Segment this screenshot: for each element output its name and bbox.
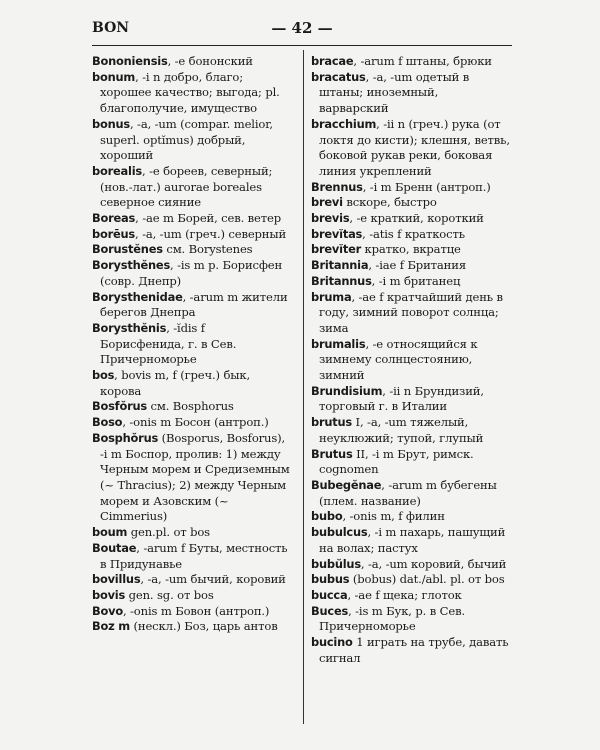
dictionary-entry bbox=[311, 384, 511, 415]
entry-headword: brevis bbox=[311, 211, 350, 226]
dictionary-entry bbox=[311, 478, 511, 509]
entry-definition: (Bosporus, Bosforus), -i m Боспор, пролив: 1) между Черным морем и Средиземным (~ Thracius); 2) между Черным морем и Азовским (~ Cimmerius) bbox=[100, 430, 290, 524]
entry-headword: bruma bbox=[311, 289, 352, 304]
entry-definition: , -atis f краткость bbox=[362, 226, 465, 241]
dictionary-entry bbox=[92, 70, 290, 117]
entry-definition: , -e относящийся к зимнему солнцестоянию, зимний bbox=[319, 336, 478, 383]
dictionary-entry bbox=[92, 619, 290, 635]
entry-definition: , -is m Бук, р. в Сев. Причерноморье bbox=[319, 603, 465, 634]
dictionary-entry bbox=[92, 588, 290, 604]
entry-headword: bracae bbox=[311, 54, 354, 68]
entry-definition: gen.pl. от bos bbox=[127, 525, 210, 540]
dictionary-entry bbox=[311, 258, 511, 274]
entry-definition: см. Borystenes bbox=[162, 242, 253, 257]
entry-headword: Britannus bbox=[311, 273, 372, 288]
dictionary-entry bbox=[92, 164, 290, 211]
dictionary-entry bbox=[92, 368, 290, 399]
dictionary-entry bbox=[92, 604, 290, 620]
entry-headword: bubulcus bbox=[311, 525, 368, 540]
entry-definition: , -i m британец bbox=[371, 273, 461, 288]
entry-headword: Bononiensis bbox=[92, 54, 168, 68]
entry-headword: Borysthĕnes bbox=[92, 258, 171, 273]
entry-headword: boum bbox=[92, 525, 128, 540]
dictionary-entry bbox=[311, 290, 511, 337]
dictionary-entry bbox=[311, 211, 511, 227]
dictionary-entry bbox=[92, 227, 290, 243]
entry-headword: bubŭlus bbox=[311, 556, 361, 571]
running-headword: BON bbox=[92, 20, 130, 36]
entry-headword: brumalis bbox=[311, 336, 366, 351]
entry-headword: Brennus bbox=[311, 179, 363, 194]
entry-definition: , -ĭdis f Борисфенида, г. в Сев. Причерноморье bbox=[100, 320, 237, 367]
entry-headword: Bosfŏrus bbox=[92, 399, 147, 414]
entry-definition: , -a, -um одетый в штаны; иноземный, варварский bbox=[319, 69, 470, 116]
entry-definition: , -a, -um (греч.) северный bbox=[135, 226, 287, 241]
entry-headword: Borustĕnes bbox=[92, 242, 163, 257]
entry-definition: , -arum m бубегены (плем. название) bbox=[319, 477, 497, 508]
entry-definition: , -a, -um бычий, коровий bbox=[140, 572, 286, 587]
entry-headword: bubus bbox=[311, 572, 350, 587]
dictionary-entry bbox=[311, 604, 511, 635]
entry-definition: , -i m Бренн (антроп.) bbox=[362, 179, 491, 194]
entry-headword: borealis bbox=[92, 163, 142, 178]
entry-definition: вскоре, быстро bbox=[342, 195, 437, 210]
dictionary-entry bbox=[311, 415, 511, 446]
entry-definition: I, -a, -um тяжелый, неуклюжий; тупой, глупый bbox=[319, 415, 484, 445]
entry-headword: bracchium bbox=[311, 116, 377, 131]
entry-definition: , -ii n Брундизий, торговый г. в Италии bbox=[319, 383, 484, 414]
entry-headword: Bovo bbox=[92, 603, 123, 618]
entry-headword: brevĭtas bbox=[311, 226, 363, 241]
dictionary-entry bbox=[92, 117, 290, 164]
entry-headword: Buces bbox=[311, 603, 349, 618]
entry-definition: , -onis m, f филин bbox=[342, 509, 445, 524]
entry-definition: , -i n добро, благо; хорошее качество; выгода; pl. благополучие, имущество bbox=[100, 69, 280, 116]
entry-headword: bovillus bbox=[92, 572, 141, 587]
dictionary-entry bbox=[311, 242, 511, 258]
entry-headword: Brutus bbox=[311, 446, 353, 461]
dictionary-entry bbox=[92, 525, 290, 541]
entry-definition: II, -i m Брут, римск. cognomen bbox=[319, 446, 474, 477]
dictionary-entry bbox=[311, 572, 511, 588]
entry-definition: , -arum m жители берегов Днепра bbox=[100, 289, 288, 320]
dictionary-entry bbox=[311, 195, 511, 211]
entry-definition: , bovis m, f (греч.) бык, корова bbox=[100, 368, 251, 398]
dictionary-entry bbox=[311, 117, 511, 180]
entry-headword: borēus bbox=[92, 226, 136, 241]
page-number: — 42 — bbox=[271, 19, 333, 37]
entry-definition: , -ii n (греч.) рука (от локтя до кисти); клешня, ветвь, боковой рукав реки, боковая линия укреплений bbox=[319, 116, 510, 178]
entry-definition: , -i m пахарь, пашущий на волах; пастух bbox=[319, 525, 506, 555]
entry-definition: , -is m р. Борисфен (совр. Днепр) bbox=[100, 258, 283, 288]
entry-headword: Borysthenidae bbox=[92, 289, 183, 304]
entry-headword: bovis bbox=[92, 587, 126, 602]
dictionary-entry bbox=[311, 447, 511, 478]
entry-definition: , -arum f штаны, брюки bbox=[353, 54, 492, 68]
entry-headword: brutus bbox=[311, 415, 353, 430]
entry-headword: Bosphŏrus bbox=[92, 430, 159, 445]
entry-headword: Brundisium bbox=[311, 383, 383, 398]
right-column bbox=[311, 54, 511, 666]
entry-definition: , -e краткий, короткий bbox=[349, 211, 484, 226]
dictionary-entry bbox=[311, 557, 511, 573]
dictionary-entry bbox=[92, 211, 290, 227]
entry-definition: , -a, -um (compar. melior, superl. optĭmus) добрый, хороший bbox=[100, 116, 273, 163]
dictionary-entry bbox=[92, 541, 290, 572]
entry-definition: , -a, -um коровий, бычий bbox=[360, 556, 507, 571]
entry-headword: bracatus bbox=[311, 69, 366, 84]
dictionary-entry bbox=[92, 321, 290, 368]
dictionary-entry bbox=[92, 290, 290, 321]
entry-headword: bubo bbox=[311, 509, 343, 524]
entry-headword: bos bbox=[92, 368, 115, 383]
dictionary-entry bbox=[311, 509, 511, 525]
dictionary-entry bbox=[311, 54, 511, 70]
entry-definition: , -onis m Босон (антроп.) bbox=[122, 415, 269, 430]
entry-definition: , -ae f кратчайший день в году, зимний поворот солнца; зима bbox=[319, 289, 503, 335]
entry-definition: (нескл.) Боз, царь антов bbox=[129, 619, 278, 634]
entry-headword: brevi bbox=[311, 195, 343, 210]
entry-headword: Boutae bbox=[92, 540, 137, 555]
entry-definition: gen. sg. от bos bbox=[125, 587, 214, 602]
dictionary-entry bbox=[92, 415, 290, 431]
dictionary-entry bbox=[92, 431, 290, 525]
entry-headword: bonum bbox=[92, 69, 136, 84]
entry-definition: , -ae m Борей, сев. ветер bbox=[135, 211, 282, 226]
entry-definition: (bobus) dat./abl. pl. от bos bbox=[349, 572, 505, 587]
dictionary-entry bbox=[311, 588, 511, 604]
entry-headword: Boso bbox=[92, 415, 123, 430]
entry-headword: brevĭter bbox=[311, 242, 362, 257]
column-divider bbox=[303, 50, 304, 724]
entry-definition: кратко, вкратце bbox=[361, 242, 461, 257]
entry-headword: Boreas bbox=[92, 211, 136, 226]
entry-definition: , -e бореев, северный; (нов.-лат.) aurorae boreales северное сияние bbox=[100, 163, 273, 210]
dictionary-entry bbox=[311, 337, 511, 384]
dictionary-entry bbox=[92, 399, 290, 415]
entry-headword: Boz m bbox=[92, 619, 130, 634]
entry-definition: , -iae f Британия bbox=[368, 258, 467, 273]
dictionary-entry bbox=[311, 525, 511, 556]
dictionary-entry bbox=[311, 635, 511, 666]
entry-definition: , -e бононский bbox=[167, 54, 253, 68]
dictionary-entry bbox=[92, 54, 290, 70]
header-rule bbox=[92, 45, 512, 46]
dictionary-entry bbox=[92, 572, 290, 588]
dictionary-entry bbox=[311, 227, 511, 243]
entry-definition: , -onis m Бовон (антроп.) bbox=[122, 603, 270, 618]
entry-definition: , -ae f щека; глоток bbox=[347, 587, 462, 602]
dictionary-entry bbox=[311, 70, 511, 117]
entry-headword: bucca bbox=[311, 587, 348, 602]
entry-headword: Bubegĕnae bbox=[311, 477, 382, 492]
entry-definition: 1 играть на трубе, давать сигнал bbox=[319, 635, 509, 665]
entry-definition: , -arum f Буты, местность в Придунавье bbox=[100, 540, 288, 571]
dictionary-entry bbox=[311, 180, 511, 196]
dictionary-entry bbox=[92, 258, 290, 289]
dictionary-entry bbox=[92, 242, 290, 258]
entry-headword: Britannia bbox=[311, 258, 369, 273]
entry-headword: bonus bbox=[92, 116, 130, 131]
entry-headword: Borysthĕnis bbox=[92, 320, 167, 335]
dictionary-entry bbox=[311, 274, 511, 290]
page-header bbox=[92, 16, 512, 42]
entry-headword: bucino bbox=[311, 635, 353, 650]
entry-definition: см. Bosphorus bbox=[146, 399, 234, 414]
left-column bbox=[92, 54, 290, 635]
